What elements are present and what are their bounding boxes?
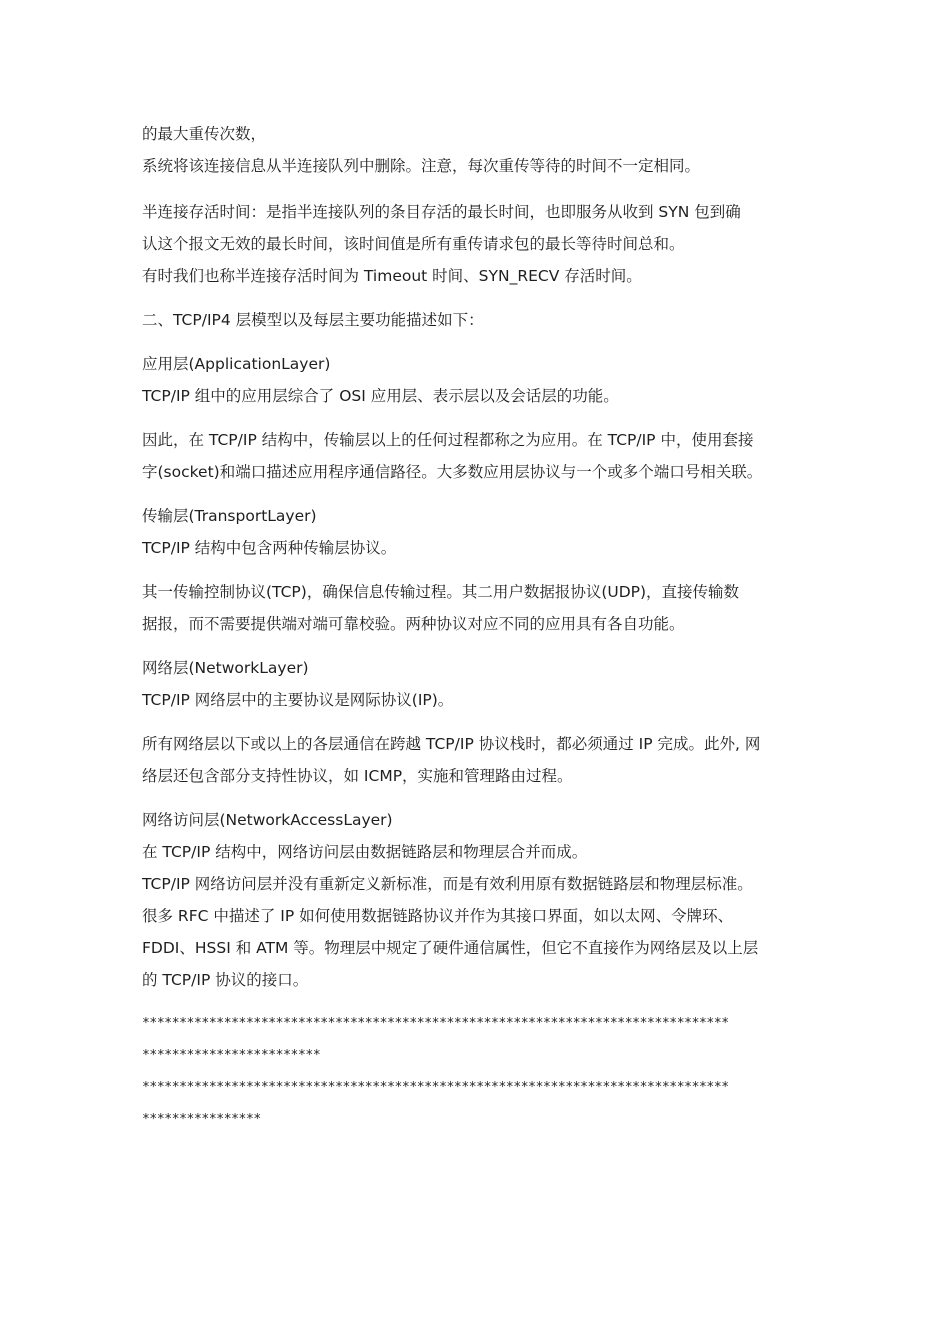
text-line: 认这个报文无效的最长时间，该时间值是所有重传请求包的最长等待时间总和。 xyxy=(142,235,685,253)
text-line: 半连接存活时间：是指半连接队列的条目存活的最长时间，也即服务从收到 SYN 包到确 xyxy=(142,203,741,221)
layer-heading-application: 应用层(ApplicationLayer) xyxy=(142,355,331,373)
layer-heading-transport: 传输层(TransportLayer) xyxy=(142,507,317,525)
separator-line: ************************ xyxy=(142,1048,321,1063)
text-line: 很多 RFC 中描述了 IP 如何使用数据链路协议并作为其接口界面，如以太网、令牌环、 xyxy=(142,907,734,925)
text-line: TCP/IP 组中的应用层综合了 OSI 应用层、表示层以及会话层的功能。 xyxy=(142,387,619,405)
text-line: 系统将该连接信息从半连接队列中删除。注意，每次重传等待的时间不一定相同。 xyxy=(142,157,701,175)
text-line: FDDI、HSSI 和 ATM 等。物理层中规定了硬件通信属性，但它不直接作为网络层及以上层 xyxy=(142,939,759,957)
separator-line: ******************************************************************************* xyxy=(142,1080,729,1095)
document-page xyxy=(142,118,817,1136)
section-title: 二、TCP/IP4 层模型以及每层主要功能描述如下： xyxy=(142,311,484,329)
text-line: 据报，而不需要提供端对端可靠校验。两种协议对应不同的应用具有各自功能。 xyxy=(142,615,685,633)
text-line: TCP/IP 网络访问层并没有重新定义新标准，而是有效利用原有数据链路层和物理层标准。 xyxy=(142,875,753,893)
text-line: 的 TCP/IP 协议的接口。 xyxy=(142,971,309,989)
layer-heading-network: 网络层(NetworkLayer) xyxy=(142,659,309,677)
text-line: 的最大重传次数， xyxy=(142,125,267,143)
text-line: 在 TCP/IP 结构中，网络访问层由数据链路层和物理层合并而成。 xyxy=(142,843,588,861)
text-line: 有时我们也称半连接存活时间为 Timeout 时间、SYN_RECV 存活时间。 xyxy=(142,267,642,285)
separator-line: **************** xyxy=(142,1112,261,1127)
text-line: 因此，在 TCP/IP 结构中，传输层以上的任何过程都称之为应用。在 TCP/IP 中，使用套接 xyxy=(142,431,754,449)
text-line: 字(socket)和端口描述应用程序通信路径。大多数应用层协议与一个或多个端口号相关联。 xyxy=(142,463,763,481)
text-line: 所有网络层以下或以上的各层通信在跨越 TCP/IP 协议栈时，都必须通过 IP 完成。此外, 网 xyxy=(142,735,761,753)
text-line: 络层还包含部分支持性协议，如 ICMP，实施和管理路由过程。 xyxy=(142,767,573,785)
text-line: TCP/IP 网络层中的主要协议是网际协议(IP)。 xyxy=(142,691,454,709)
text-line: TCP/IP 结构中包含两种传输层协议。 xyxy=(142,539,397,557)
separator-line: ******************************************************************************* xyxy=(142,1016,729,1031)
text-line: 其一传输控制协议(TCP)，确保信息传输过程。其二用户数据报协议(UDP)，直接传输数 xyxy=(142,583,740,601)
layer-heading-network-access: 网络访问层(NetworkAccessLayer) xyxy=(142,811,393,829)
